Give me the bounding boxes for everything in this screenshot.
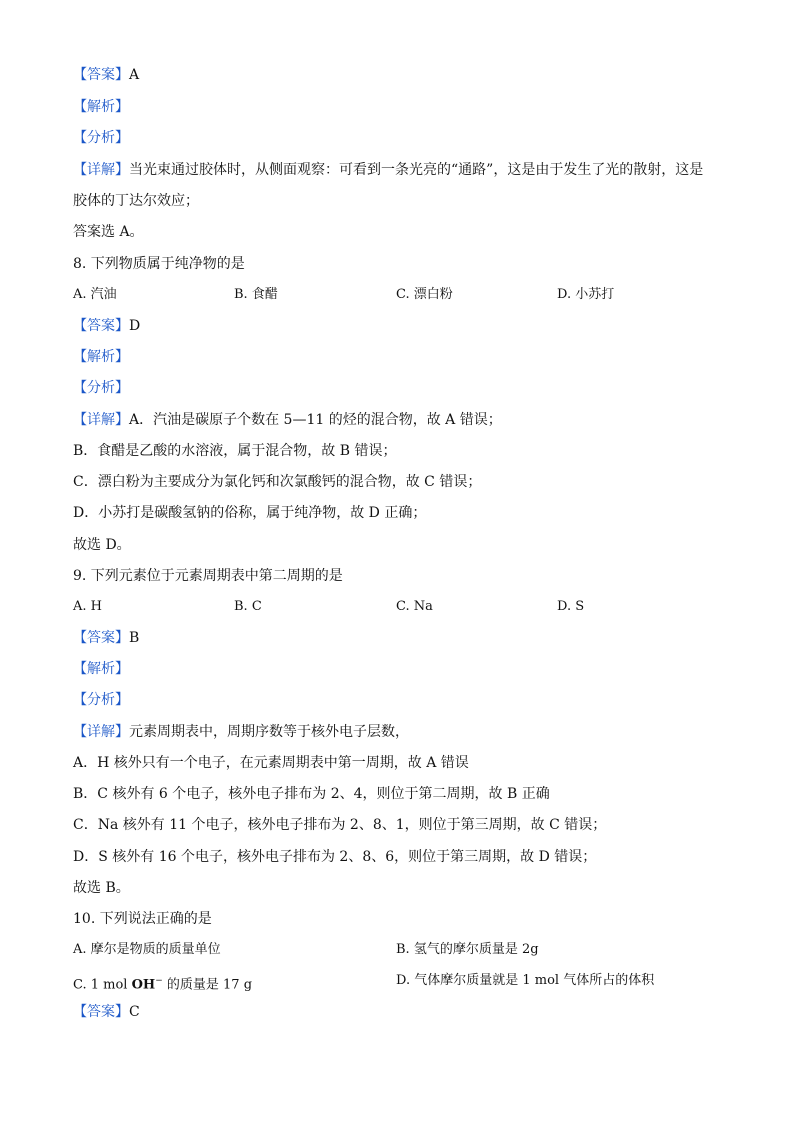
answer-tag: 【答案】: [73, 67, 129, 83]
hydroxide-charge: −: [155, 976, 163, 986]
q8-option-d: D. 小苏打: [557, 287, 615, 302]
q9-detail-line-3: C．Na 核外有 11 个电子，核外电子排布为 2、8、1，则位于第三周期，故 C 错误；: [73, 817, 607, 833]
analysis-tag: 【解析】: [73, 99, 129, 115]
q8-detail-line-3: C．漂白粉为主要成分为氯化钙和次氯酸钙的混合物，故 C 错误；: [73, 474, 482, 490]
q9-answer-line: [73, 628, 139, 648]
q10-option-c-prefix: C. 1 mol: [73, 977, 132, 993]
q9-option-d: D. S: [557, 599, 585, 614]
q9-option-c: C. Na: [396, 599, 433, 614]
q10-answer-line: [73, 1002, 140, 1022]
q8-detail-line-1: [73, 410, 502, 430]
q9-detail-intro: [73, 722, 409, 742]
q8-option-b: B. 食醋: [234, 287, 278, 302]
q9-analysis-line: [73, 659, 129, 679]
q7-conclusion: 答案选 A。: [73, 224, 144, 240]
fenxi-tag: 【分析】: [73, 380, 129, 396]
q7-answer-line: [73, 65, 139, 85]
q9-fenxi-line: [73, 690, 129, 710]
q10-option-d: D. 气体摩尔质量就是 1 mol 气体所占的体积: [396, 973, 655, 988]
q9-option-b: B. C: [234, 599, 262, 614]
q8-detail-line-2: B．食醋是乙酸的水溶液，属于混合物，故 B 错误；: [73, 443, 397, 459]
q9-conclusion: 故选 B。: [73, 880, 130, 896]
q10-stem: 10. 下列说法正确的是: [73, 911, 212, 927]
answer-tag: 【答案】: [73, 318, 129, 334]
q7-analysis-line: [73, 97, 129, 117]
hydroxide-formula: OH: [131, 977, 156, 993]
detail-tag: 【详解】: [73, 724, 129, 740]
answer-tag: 【答案】: [73, 1004, 129, 1020]
q10-option-c-suffix: 的质量是 17 g: [162, 977, 253, 993]
q9-answer-value: B: [129, 630, 140, 646]
q8-answer-value: D: [129, 318, 141, 334]
q10-option-a: A. 摩尔是物质的质量单位: [73, 942, 221, 957]
q8-detail-line-4: D．小苏打是碳酸氢钠的俗称，属于纯净物，故 D 正确；: [73, 505, 427, 521]
q8-stem: 8. 下列物质属于纯净物的是: [73, 256, 245, 272]
q7-answer-value: A: [129, 67, 140, 83]
fenxi-tag: 【分析】: [73, 130, 129, 146]
q9-option-a: A. H: [73, 599, 102, 614]
q7-detail-text-1: 当光束通过胶体时，从侧面观察：可看到一条光亮的“通路”，这是由于发生了光的散射，这是: [129, 162, 704, 178]
q10-option-b: B. 氢气的摩尔质量是 2g: [396, 942, 539, 957]
q8-option-c: C. 漂白粉: [396, 287, 453, 302]
q10-option-c: [73, 971, 252, 995]
q9-detail-intro-text: 元素周期表中，周期序数等于核外电子层数，: [129, 724, 409, 740]
q9-detail-line-1: A．H 核外只有一个电子，在元素周期表中第一周期，故 A 错误: [73, 755, 469, 771]
analysis-tag: 【解析】: [73, 661, 129, 677]
q7-fenxi-line: [73, 128, 129, 148]
q7-detail-line-1: [73, 160, 703, 180]
detail-tag: 【详解】: [73, 412, 129, 428]
q8-option-a: A. 汽油: [73, 287, 117, 302]
q8-detail-text-1: A．汽油是碳原子个数在 5—11 的烃的混合物，故 A 错误；: [129, 412, 502, 428]
answer-tag: 【答案】: [73, 630, 129, 646]
q8-answer-line: [73, 316, 140, 336]
detail-tag: 【详解】: [73, 162, 129, 178]
q8-fenxi-line: [73, 378, 129, 398]
fenxi-tag: 【分析】: [73, 692, 129, 708]
q10-answer-value: C: [129, 1004, 140, 1020]
q7-detail-line-2: 胶体的丁达尔效应；: [73, 193, 199, 209]
q8-analysis-line: [73, 347, 129, 367]
q9-detail-line-2: B．C 核外有 6 个电子，核外电子排布为 2、4，则位于第二周期，故 B 正确: [73, 786, 550, 802]
analysis-tag: 【解析】: [73, 349, 129, 365]
q9-detail-line-4: D．S 核外有 16 个电子，核外电子排布为 2、8、6，则位于第三周期，故 D 错误；: [73, 849, 597, 865]
q8-conclusion: 故选 D。: [73, 537, 131, 553]
q9-stem: 9. 下列元素位于元素周期表中第二周期的是: [73, 568, 343, 584]
